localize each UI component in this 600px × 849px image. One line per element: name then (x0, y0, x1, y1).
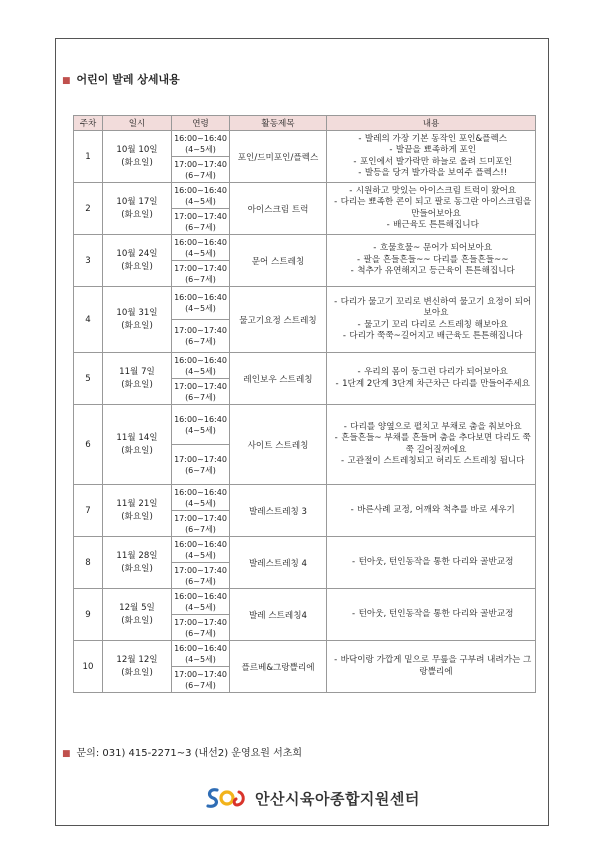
date-cell (103, 183, 172, 235)
date-text: 11월 28일 (116, 550, 158, 561)
content-cell (327, 235, 536, 287)
header-activity-title: 활동제목 (230, 116, 327, 131)
date-text: 12월 5일 (119, 602, 155, 613)
activity-title-cell: 발레 스트레칭4 (230, 589, 327, 641)
content-line: - 발등을 당겨 발가락을 보여주 플렉스!! (329, 168, 533, 180)
session-time-cell-1 (172, 405, 230, 445)
session-time-2: 17:00~17:40 (174, 565, 227, 575)
session-time-cell-2 (172, 445, 230, 485)
content-line: - 포인에서 발가락만 하늘로 올려 드미포인 (329, 157, 533, 169)
date-cell (103, 405, 172, 485)
session-time-2: 17:00~17:40 (174, 381, 227, 391)
table-row (74, 353, 536, 379)
table-header-row (74, 116, 536, 131)
week-cell: 6 (74, 405, 103, 485)
session-time-2: 17:00~17:40 (174, 617, 227, 627)
session-time-cell-1 (172, 537, 230, 563)
section-title-text: 어린이 발레 상세내용 (76, 73, 180, 86)
date-text: 10월 10일 (116, 144, 158, 155)
session-age-1: (4~5세) (185, 248, 216, 258)
week-cell: 5 (74, 353, 103, 405)
session-time-2: 17:00~17:40 (174, 454, 227, 464)
activity-title-cell: 발레스트레칭 3 (230, 485, 327, 537)
table-row (74, 131, 536, 157)
session-time-1: 16:00~16:40 (174, 487, 227, 497)
content-list (329, 134, 533, 180)
session-time-2: 17:00~17:40 (174, 211, 227, 221)
square-bullet-icon: ■ (62, 76, 71, 86)
session-age-1: (4~5세) (185, 144, 216, 154)
header-week: 주차 (74, 116, 103, 131)
table-row (74, 641, 536, 667)
session-time-cell-2 (172, 320, 230, 353)
session-time-1: 16:00~16:40 (174, 185, 227, 195)
session-age-1: (4~5세) (185, 654, 216, 664)
content-line: - 발레의 가장 기본 동작인 포인&플렉스 (329, 134, 533, 146)
session-time-cell-2 (172, 209, 230, 235)
contact-info (62, 744, 302, 759)
content-line: - 흔들흔들~ 부채를 흔들며 춤을 추다보면 다리도 쭉쭉 길어질꺼에요 (329, 433, 533, 456)
session-time-1: 16:00~16:40 (174, 133, 227, 143)
activity-title-cell: 발레스트레칭 4 (230, 537, 327, 589)
session-age-2: (6~7세) (185, 524, 216, 534)
session-age-1: (4~5세) (185, 550, 216, 560)
section-title (62, 71, 180, 87)
content-list (329, 186, 533, 232)
activity-title-cell: 문어 스트레칭 (230, 235, 327, 287)
table-row (74, 235, 536, 261)
session-time-1: 16:00~16:40 (174, 539, 227, 549)
session-time-cell-1 (172, 353, 230, 379)
weekday-text: (화요일) (121, 563, 153, 574)
activity-title-cell: 사이트 스트레칭 (230, 405, 327, 485)
table-row (74, 287, 536, 320)
center-logo (205, 786, 420, 810)
weekday-text: (화요일) (121, 320, 153, 331)
session-time-cell-2 (172, 261, 230, 287)
session-time-cell-2 (172, 615, 230, 641)
session-time-cell-1 (172, 287, 230, 320)
week-cell: 4 (74, 287, 103, 353)
session-time-1: 16:00~16:40 (174, 414, 227, 424)
date-text: 10월 24일 (116, 248, 158, 259)
session-age-1: (4~5세) (185, 366, 216, 376)
content-line: - 턴아웃, 턴인동작을 통한 다리와 골반교정 (329, 609, 533, 621)
table-row (74, 485, 536, 511)
content-cell (327, 641, 536, 693)
content-line: - 바른사례 교정, 어깨와 척추를 바로 세우기 (329, 505, 533, 517)
activity-title-cell: 레인보우 스트레칭 (230, 353, 327, 405)
session-age-2: (6~7세) (185, 576, 216, 586)
date-cell (103, 589, 172, 641)
week-cell: 7 (74, 485, 103, 537)
content-line: - 1단계 2단계 3단계 차근차근 다리를 만들어주세요 (329, 379, 533, 391)
table-row (74, 405, 536, 445)
content-line: - 물고기 꼬리 다리로 스트레칭 해보아요 (329, 320, 533, 332)
weekday-text: (화요일) (121, 511, 153, 522)
date-cell (103, 641, 172, 693)
date-text: 11월 21일 (116, 498, 158, 509)
session-time-2: 17:00~17:40 (174, 326, 227, 335)
weekday-text: (화요일) (121, 209, 153, 220)
square-bullet-icon: ■ (62, 749, 71, 759)
content-list (329, 655, 533, 678)
session-time-cell-2 (172, 667, 230, 693)
session-time-cell-1 (172, 183, 230, 209)
weekday-text: (화요일) (121, 615, 153, 626)
session-age-1: (4~5세) (185, 196, 216, 206)
session-time-2: 17:00~17:40 (174, 513, 227, 523)
weekday-text: (화요일) (121, 445, 153, 456)
weekday-text: (화요일) (121, 667, 153, 678)
session-time-cell-1 (172, 485, 230, 511)
date-cell (103, 353, 172, 405)
session-time-cell-2 (172, 563, 230, 589)
content-list (329, 243, 533, 278)
header-content: 내용 (327, 116, 536, 131)
week-cell: 8 (74, 537, 103, 589)
date-text: 12월 12일 (116, 654, 158, 665)
contact-text: 문의: 031) 415-2271~3 (내선2) 운영요원 서초희 (76, 748, 303, 759)
content-list (329, 422, 533, 468)
session-time-cell-1 (172, 641, 230, 667)
header-age: 연령 (172, 116, 230, 131)
content-cell (327, 287, 536, 353)
session-time-2: 17:00~17:40 (174, 159, 227, 169)
content-cell (327, 405, 536, 485)
date-text: 10월 31일 (116, 307, 158, 318)
activity-title-cell: 플르베&그랑쁠리에 (230, 641, 327, 693)
weekday-text: (화요일) (121, 261, 153, 272)
week-cell: 10 (74, 641, 103, 693)
session-age-2: (6~7세) (185, 337, 216, 346)
content-line: - 다리가 물고기 꼬리로 변신하여 물고기 요정이 되어보아요 (329, 297, 533, 320)
header-date: 일시 (103, 116, 172, 131)
date-cell (103, 537, 172, 589)
session-time-1: 16:00~16:40 (174, 355, 227, 365)
content-line: - 우리의 몸이 둥그런 다리가 되어보아요 (329, 367, 533, 379)
content-line: - 다리를 양옆으로 펼치고 부채로 춤을 춰보아요 (329, 422, 533, 434)
session-time-cell-1 (172, 131, 230, 157)
date-text: 10월 17일 (116, 196, 158, 207)
weekday-text: (화요일) (121, 379, 153, 390)
session-time-1: 16:00~16:40 (174, 237, 227, 247)
session-time-2: 17:00~17:40 (174, 263, 227, 273)
content-cell (327, 131, 536, 183)
content-line: - 흐물흐물~ 문어가 되어보아요 (329, 243, 533, 255)
content-list (329, 609, 533, 621)
session-time-cell-1 (172, 589, 230, 615)
session-age-1: (4~5세) (185, 498, 216, 508)
content-cell (327, 485, 536, 537)
schedule-body (74, 131, 536, 693)
content-line: - 다리가 쭉쭉~길어지고 배근육도 튼튼해집니다 (329, 331, 533, 343)
content-line: - 다리는 뾰족한 콘이 되고 팔로 동그란 아이스크림을 만들어보아요 (329, 197, 533, 220)
session-time-cell-1 (172, 235, 230, 261)
content-line: - 바닥이랑 가깝게 밑으로 무릎을 구부려 내려가는 그랑쁠리에 (329, 655, 533, 678)
session-time-cell-2 (172, 379, 230, 405)
content-line: - 시원하고 맛있는 아이스크림 트럭이 왔어요 (329, 186, 533, 198)
week-cell: 1 (74, 131, 103, 183)
content-list (329, 297, 533, 343)
content-list (329, 367, 533, 390)
session-time-cell-2 (172, 157, 230, 183)
date-cell (103, 287, 172, 353)
content-line: - 팔을 흔들흔들~~ 다리를 흔들흔들~~ (329, 255, 533, 267)
activity-title-cell: 아이스크림 트럭 (230, 183, 327, 235)
content-cell (327, 589, 536, 641)
center-logo-icon (205, 786, 249, 810)
week-cell: 9 (74, 589, 103, 641)
content-line: - 배근육도 튼튼해집니다 (329, 220, 533, 232)
schedule-table (73, 115, 536, 693)
activity-title-cell: 포인/드미포인/플렉스 (230, 131, 327, 183)
content-line: - 고관절이 스트레칭되고 허리도 스트레칭 됩니다 (329, 456, 533, 468)
table-row (74, 183, 536, 209)
session-age-1: (4~5세) (185, 602, 216, 612)
session-age-2: (6~7세) (185, 274, 216, 284)
table-row (74, 589, 536, 615)
session-time-1: 16:00~16:40 (174, 643, 227, 653)
session-age-2: (6~7세) (185, 465, 216, 475)
session-time-cell-2 (172, 511, 230, 537)
content-line: - 턴아웃, 턴인동작을 통한 다리와 골반교정 (329, 557, 533, 569)
week-cell: 3 (74, 235, 103, 287)
content-list (329, 505, 533, 517)
session-age-2: (6~7세) (185, 392, 216, 402)
date-cell (103, 235, 172, 287)
weekday-text: (화요일) (121, 157, 153, 168)
date-text: 11월 7일 (119, 366, 155, 377)
date-cell (103, 131, 172, 183)
session-age-2: (6~7세) (185, 628, 216, 638)
session-age-2: (6~7세) (185, 170, 216, 180)
content-cell (327, 183, 536, 235)
session-age-2: (6~7세) (185, 680, 216, 690)
content-list (329, 557, 533, 569)
session-age-2: (6~7세) (185, 222, 216, 232)
activity-title-cell: 물고기요정 스트레칭 (230, 287, 327, 353)
content-cell (327, 537, 536, 589)
session-age-1: (4~5세) (185, 425, 216, 435)
date-text: 11월 14일 (116, 432, 158, 443)
session-time-2: 17:00~17:40 (174, 669, 227, 679)
table-row (74, 537, 536, 563)
date-cell (103, 485, 172, 537)
session-time-1: 16:00~16:40 (174, 591, 227, 601)
content-cell (327, 353, 536, 405)
content-line: - 발끝을 뾰족하게 포인 (329, 145, 533, 157)
week-cell: 2 (74, 183, 103, 235)
center-logo-text: 안산시육아종합지원센터 (255, 789, 420, 808)
session-time-1: 16:00~16:40 (174, 293, 227, 302)
content-line: - 척추가 유연해지고 등근육이 튼튼해집니다 (329, 266, 533, 278)
session-age-1: (4~5세) (185, 304, 216, 313)
